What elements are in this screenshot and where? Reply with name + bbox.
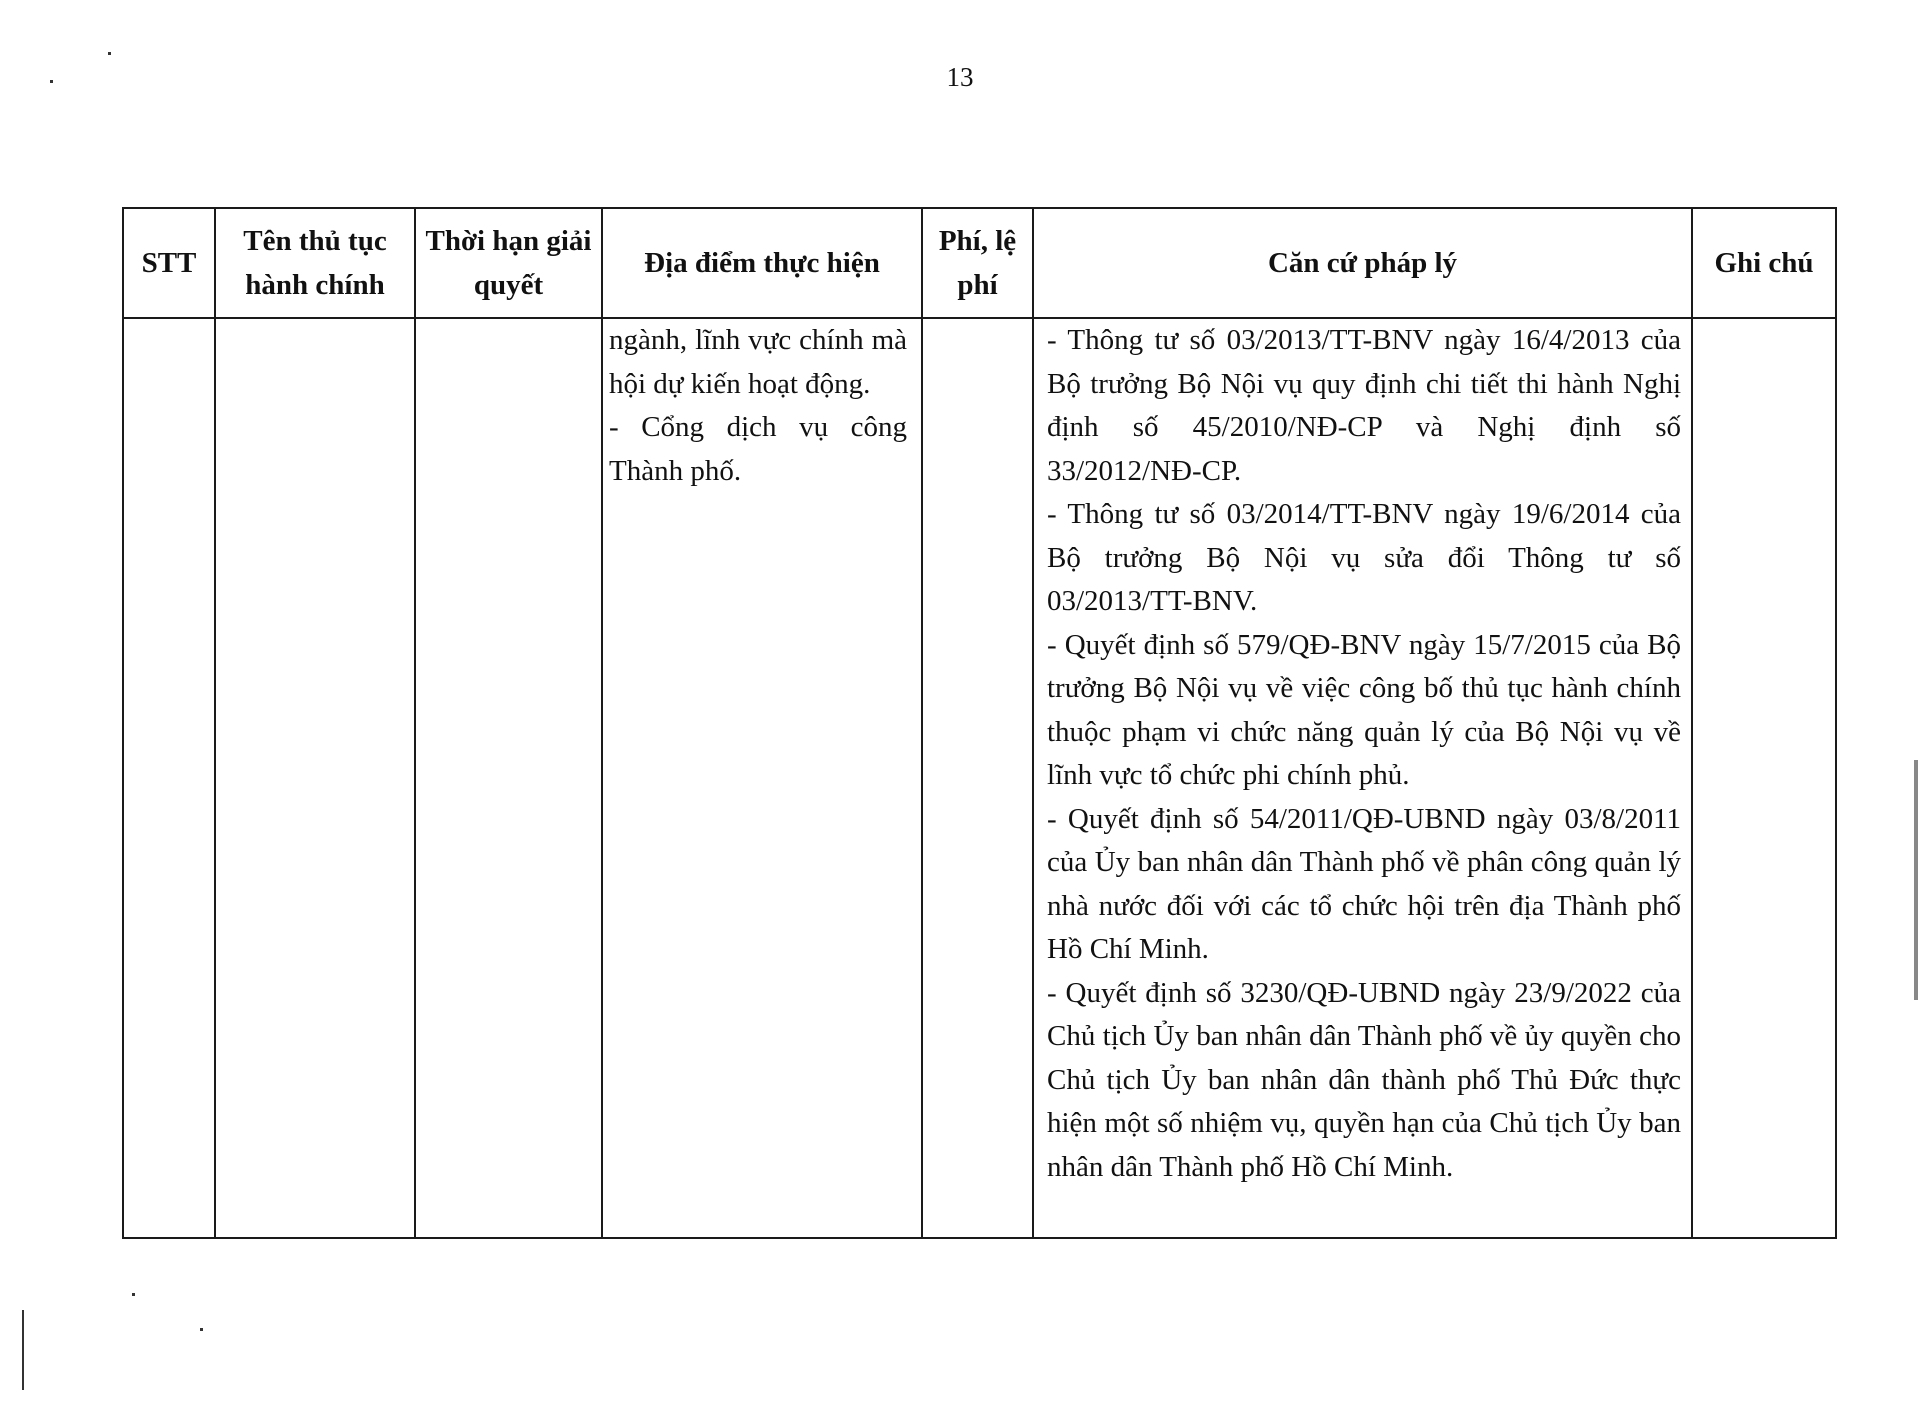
header-processing-time: Thời hạn giải quyết bbox=[415, 208, 602, 318]
header-legal-basis: Căn cứ pháp lý bbox=[1033, 208, 1692, 318]
location-text bbox=[603, 319, 921, 493]
table-row bbox=[123, 318, 1836, 1238]
page-number: 13 bbox=[946, 62, 974, 92]
legal-basis-paragraph: - Quyết định số 579/QĐ-BNV ngày 15/7/2015 của Bộ trưởng Bộ Nội vụ về việc công bố thủ tục hành chính thuộc phạm vi chức năng quản lý của Bộ Nội vụ về lĩnh vực tổ chức phi chính phủ. bbox=[1047, 628, 1681, 791]
legal-basis-paragraph: - Quyết định số 3230/QĐ-UBND ngày 23/9/2022 của Chủ tịch Ủy ban nhân dân Thành phố về ủy quyền cho Chủ tịch Ủy ban nhân dân thành phố Thủ Đức thực hiện một số nhiệm vụ, quyền hạn của Chủ tịch Ủy ban nhân dân Thành phố Hồ Chí Minh. bbox=[1047, 976, 1681, 1183]
cell-legal-basis bbox=[1033, 318, 1692, 1238]
scan-speck bbox=[50, 80, 53, 83]
scan-edge-line bbox=[1914, 760, 1918, 1000]
header-procedure-name: Tên thủ tục hành chính bbox=[215, 208, 415, 318]
header-location: Địa điểm thực hiện bbox=[602, 208, 922, 318]
scan-speck bbox=[108, 52, 111, 55]
legal-basis-paragraph: - Quyết định số 54/2011/QĐ-UBND ngày 03/8/2011 của Ủy ban nhân dân Thành phố về phân công quản lý nhà nước đối với các tổ chức hội trên địa Thành phố Hồ Chí Minh. bbox=[1047, 802, 1681, 965]
scan-edge-line bbox=[22, 1310, 24, 1390]
cell-note bbox=[1692, 318, 1836, 1238]
cell-location bbox=[602, 318, 922, 1238]
header-fee: Phí, lệ phí bbox=[922, 208, 1033, 318]
legal-basis-text bbox=[1034, 319, 1691, 1189]
location-paragraph: ngành, lĩnh vực chính mà hội dự kiến hoạt động. bbox=[609, 324, 907, 400]
table-header bbox=[123, 208, 1836, 318]
scan-speck bbox=[200, 1328, 203, 1331]
cell-procedure-name bbox=[215, 318, 415, 1238]
cell-processing-time bbox=[415, 318, 602, 1238]
table-header-row bbox=[123, 208, 1836, 318]
location-paragraph: - Cổng dịch vụ công Thành phố. bbox=[609, 411, 907, 487]
cell-stt bbox=[123, 318, 215, 1238]
legal-basis-paragraph: - Thông tư số 03/2014/TT-BNV ngày 19/6/2014 của Bộ trưởng Bộ Nội vụ sửa đổi Thông tư số 03/2013/TT-BNV. bbox=[1047, 498, 1681, 617]
legal-basis-paragraph: - Thông tư số 03/2013/TT-BNV ngày 16/4/2013 của Bộ trưởng Bộ Nội vụ quy định chi tiết thi hành Nghị định số 45/2010/NĐ-CP và Nghị định số 33/2012/NĐ-CP. bbox=[1047, 324, 1681, 487]
procedure-table bbox=[122, 207, 1837, 1239]
cell-fee bbox=[922, 318, 1033, 1238]
header-stt: STT bbox=[123, 208, 215, 318]
scan-speck bbox=[132, 1293, 135, 1296]
header-note: Ghi chú bbox=[1692, 208, 1836, 318]
